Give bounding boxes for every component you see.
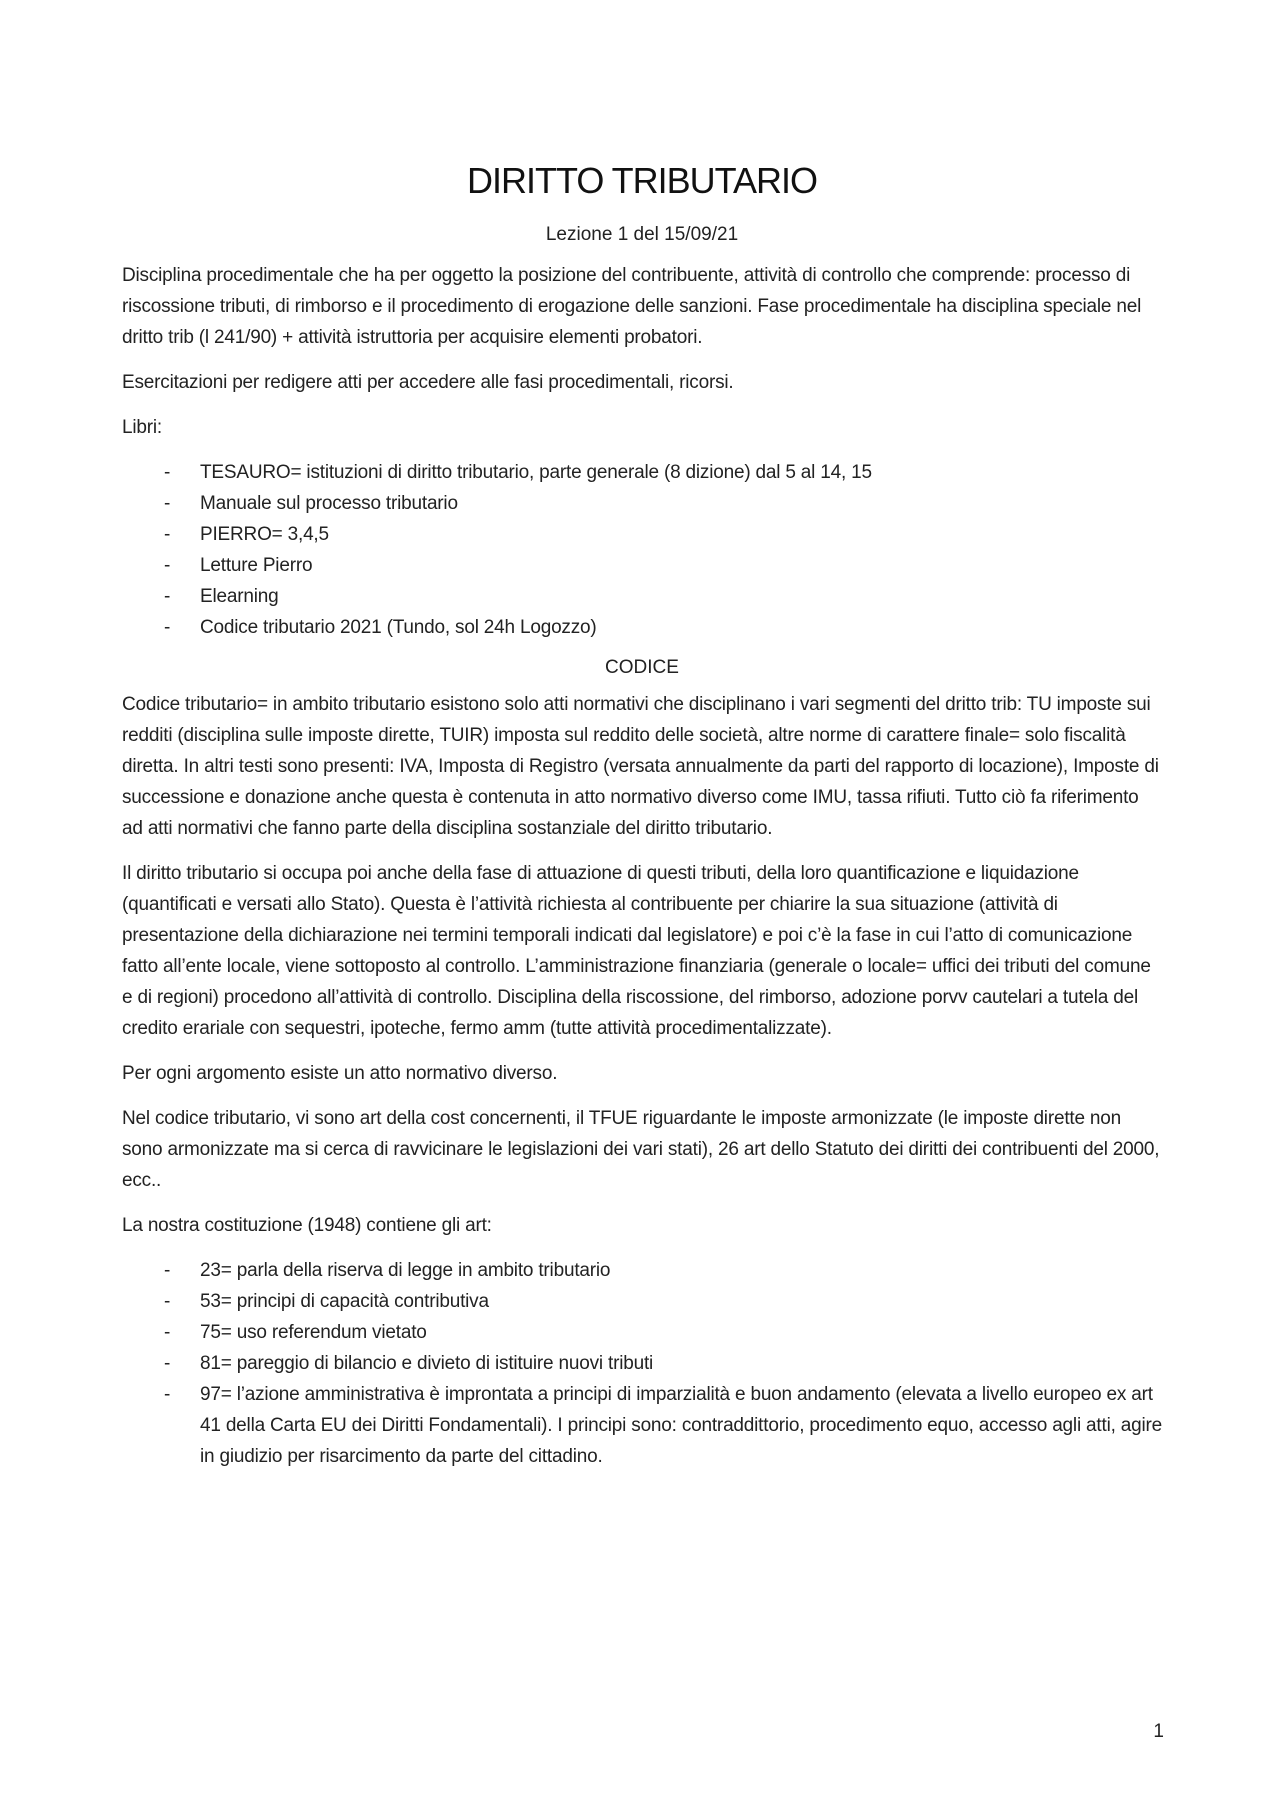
libri-label: Libri: — [122, 417, 162, 438]
list-item: - 75= uso referendum vietato — [122, 1317, 1162, 1348]
document-page — [122, 150, 1162, 1486]
dash-bullet: - — [164, 1384, 171, 1405]
codice-tributario-paragraph: Nel codice tributario, vi sono art della cost concernenti, il TFUE riguardante le imposte armonizzate (le imposte dirette non sono armonizzate ma si cerca di ravvicinare le legislazioni dei vari stati), 26 art dello Statuto dei diritti dei contribuenti del 2000, ecc.. — [122, 1108, 1160, 1191]
list-item: - Manuale sul processo tributario — [122, 488, 1162, 519]
section-heading-codice: CODICE — [605, 657, 679, 678]
document-title: DIRITTO TRIBUTARIO — [466, 160, 817, 201]
list-item: - TESAURO= istituzioni di diritto tributario, parte generale (8 dizione) dal 5 al 14, 15 — [122, 457, 1162, 488]
dash-bullet: - — [164, 493, 171, 514]
argomento-paragraph: Per ogni argomento esiste un atto normativo diverso. — [122, 1063, 558, 1084]
dash-bullet: - — [164, 555, 171, 576]
dash-bullet: - — [164, 586, 171, 607]
list-item: - 53= principi di capacità contributiva — [122, 1286, 1162, 1317]
books-list — [122, 457, 1162, 643]
intro-paragraph: Disciplina procedimentale che ha per oggetto la posizione del contribuente, attività di controllo che comprende: processo di riscossione tributi, di rimborso e il procedimento di erogazione delle sanzioni. Fase procedimentale ha disciplina speciale nel dritto trib (l 241/90) + attività istruttoria per acquisire elementi probatori. — [122, 265, 1142, 348]
esercitazioni-paragraph: Esercitazioni per redigere atti per accedere alle fasi procedimentali, ricorsi. — [122, 372, 734, 393]
dash-bullet: - — [164, 617, 171, 638]
dash-bullet: - — [164, 1353, 171, 1374]
list-item: - 81= pareggio di bilancio e divieto di istituire nuovi tributi — [122, 1348, 1162, 1379]
dash-bullet: - — [164, 1291, 171, 1312]
list-item: - Codice tributario 2021 (Tundo, sol 24h Logozzo) — [122, 612, 1162, 643]
dash-bullet: - — [164, 1260, 171, 1281]
list-item: - PIERRO= 3,4,5 — [122, 519, 1162, 550]
list-item: - 97= l’azione amministrativa è improntata a principi di imparzialità e buon andamento (elevata a livello europeo ex art 41 della Carta EU dei Diritti Fondamentali). I principi sono: contraddittorio, procedimento equo, accesso agli atti, agire in giudizio per risarcimento da parte del cittadino. — [122, 1379, 1162, 1472]
list-item: - Elearning — [122, 581, 1162, 612]
list-item: - 23= parla della riserva di legge in ambito tributario — [122, 1255, 1162, 1286]
codice-paragraph: Codice tributario= in ambito tributario esistono solo atti normativi che disciplinano i vari segmenti del dritto trib: TU imposte sui redditi (disciplina sulle imposte dirette, TUIR) imposta sul reddito delle società, altre norme di carattere finale= solo fiscalità diretta. In altri testi sono presenti: IVA, Imposta di Registro (versata annualmente da parti del rapporto di locazione), Imposte di successione e donazione anche questa è contenuta in atto normativo diverso come IMU, tassa rifiuti. Tutto ciò fa riferimento ad atti normativi che fanno parte della disciplina sostanziale del diritto tributario. — [122, 694, 1159, 839]
costituzione-paragraph: La nostra costituzione (1948) contiene gli art: — [122, 1215, 492, 1236]
list-item: - Letture Pierro — [122, 550, 1162, 581]
dash-bullet: - — [164, 1322, 171, 1343]
articles-list — [122, 1255, 1162, 1472]
attuazione-paragraph: Il diritto tributario si occupa poi anche della fase di attuazione di questi tributi, della loro quantificazione e liquidazione (quantificati e versati allo Stato). Questa è l’attività richiesta al contribuente per chiarire la sua situazione (attività di presentazione della dichiarazione nei termini temporali indicati dal legislatore) e poi c’è la fase in cui l’atto di comunicazione fatto all’ente locale, viene sottoposto al controllo. L’amministrazione finanziaria (generale o locale= uffici dei tributi del comune e di regioni) procedono all’attività di controllo. Disciplina della riscossione, del rimborso, adozione porvv cautelari a tutela del credito erariale con sequestri, ipoteche, fermo amm (tutte attività procedimentalizzate). — [122, 863, 1151, 1039]
page-number: 1 — [1153, 1721, 1164, 1742]
lesson-subtitle: Lezione 1 del 15/09/21 — [545, 224, 739, 245]
dash-bullet: - — [164, 524, 171, 545]
dash-bullet: - — [164, 462, 171, 483]
